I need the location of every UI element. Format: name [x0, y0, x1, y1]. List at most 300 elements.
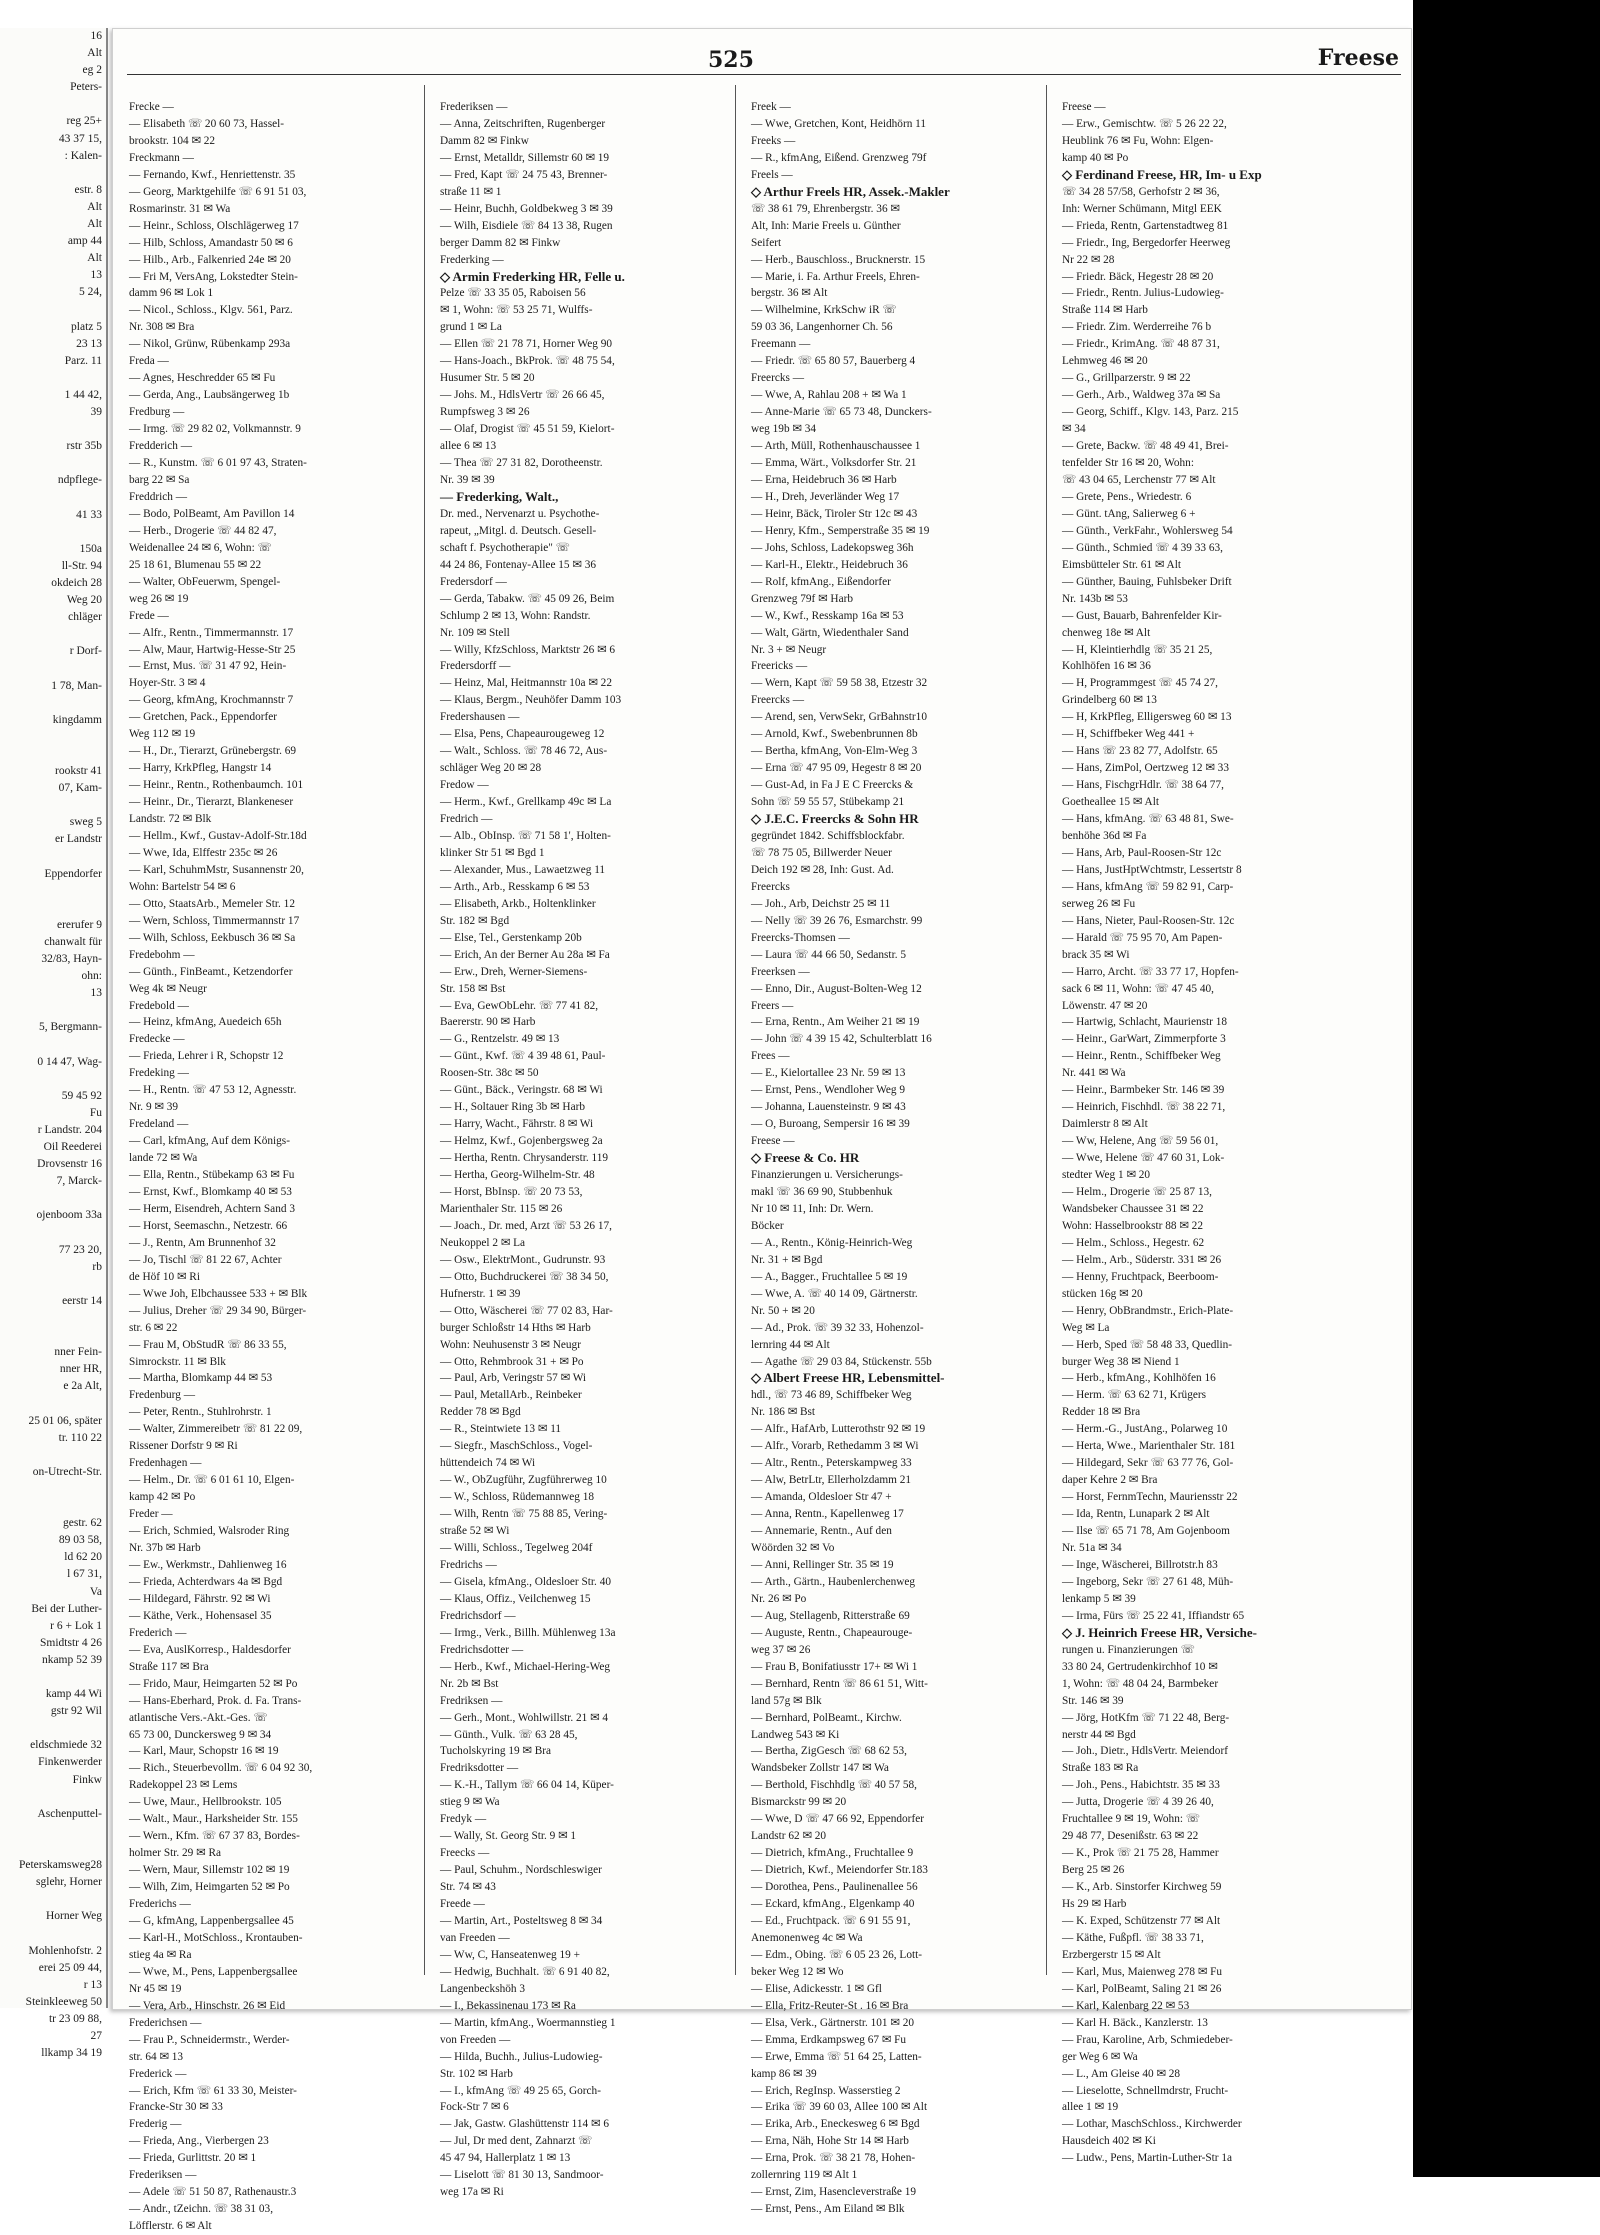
- directory-entry-line: Frede —: [129, 609, 169, 622]
- directory-entry-line: daper Kehre 2 ✉ Bra: [1062, 1474, 1158, 1487]
- directory-entry-line: — Ernst, Pens., Wendloher Weg 9: [751, 1084, 906, 1097]
- directory-entry-line: Nr. 9 ✉ 39: [129, 1101, 179, 1114]
- previous-page-line: rstr 35b: [66, 440, 102, 453]
- directory-entry-line: Erzbergerstr 15 ✉ Alt: [1062, 1948, 1161, 1961]
- directory-entry-line: — Alfr., Rentn., Timmermannstr. 17: [129, 626, 294, 639]
- directory-entry-line: Nr. 441 ✉ Wa: [1062, 1067, 1126, 1080]
- directory-entry-line: ◇ J.E.C. Freercks & Sohn HR: [751, 811, 919, 827]
- directory-entry-line: Freemann —: [751, 338, 811, 351]
- directory-entry-line: Nr 45 ✉ 19: [129, 1982, 182, 1995]
- directory-entry-line: — Walt, Gärtn, Wiedenthaler Sand: [751, 626, 909, 639]
- previous-page-line: sweg 5: [69, 816, 102, 829]
- directory-entry-line: Husumer Str. 5 ✉ 20: [440, 372, 535, 385]
- directory-entry-line: — G, kfmAng, Lappenbergsallee 45: [129, 1914, 294, 1927]
- directory-entry-line: atlantische Vers.-Akt.-Ges. ☏: [129, 1711, 268, 1724]
- previous-page-line: Alt: [87, 200, 102, 213]
- directory-entry-line: von Freeden —: [440, 2033, 511, 2046]
- directory-entry-line: — Altr., Rentn., Peterskampweg 33: [751, 1457, 912, 1470]
- directory-entry-line: — K.-H., Tallym ☏ 66 04 14, Küper-: [440, 1779, 614, 1792]
- directory-entry-line: — G., Grillparzerstr. 9 ✉ 22: [1062, 372, 1191, 385]
- directory-entry-line: Frederiksen —: [440, 101, 508, 113]
- directory-entry-line: Freeks —: [751, 134, 796, 147]
- directory-entry-line: burger Weg 38 ✉ Niend 1: [1062, 1355, 1180, 1368]
- directory-entry-line: — Siegfr., MaschSchloss., Vogel-: [440, 1440, 593, 1453]
- previous-page-line: chanwalt für: [44, 935, 102, 948]
- previous-page-line: Alt: [87, 218, 102, 231]
- previous-page-line: [0, 883, 106, 900]
- previous-page-line: Peterskamsweg28: [18, 1859, 102, 1872]
- directory-entry-line: — Herb., Drogerie ☏ 44 82 47,: [129, 524, 277, 537]
- directory-entry-line: — Ernst, Kwf., Blomkamp 40 ✉ 53: [129, 1186, 292, 1198]
- directory-entry-line: — Gust-Ad, in Fa J E C Freercks &: [751, 779, 914, 792]
- directory-entry-line: Freda —: [129, 355, 169, 368]
- directory-entry-line: Nr. 186 ✉ Bst: [751, 1406, 816, 1419]
- directory-entry-line: Nr. 31 + ✉ Bgd: [751, 1253, 823, 1266]
- directory-entry-line: ger Weg 6 ✉ Wa: [1062, 2050, 1138, 2063]
- directory-entry-line: lenkamp 5 ✉ 39: [1062, 1592, 1136, 1605]
- directory-entry-line: — Laura ☏ 44 66 50, Sedanstr. 5: [751, 948, 907, 961]
- previous-page-line: kamp 44 Wi: [45, 1688, 102, 1701]
- previous-page-line: Smidtstr 4 26: [40, 1636, 102, 1649]
- directory-entry-line: — Hilda, Buchh., Julius-Ludowieg-: [440, 2050, 603, 2063]
- previous-page-line: 1 44 42,: [64, 388, 102, 401]
- directory-entry-line: Freese —: [1062, 101, 1106, 113]
- directory-entry-line: — Frau B, Bonifatiusstr 17+ ✉ Wi 1: [751, 1660, 918, 1673]
- directory-entry-line: berger Damm 82 ✉ Finkw: [440, 236, 561, 249]
- directory-entry-line: lernring 44 ✉ Alt: [751, 1338, 830, 1351]
- directory-entry-line: — Hedwig, Buchhalt. ☏ 6 91 40 82,: [440, 1965, 610, 1978]
- previous-page-line: tr. 110 22: [58, 1431, 102, 1444]
- directory-entry-line: — Elsa, Verk., Gärtnerstr. 101 ✉ 20: [751, 2016, 914, 2029]
- directory-entry-line: — Wilh, Eisdiele ☏ 84 13 38, Rugen: [440, 219, 613, 232]
- directory-entry-line: 45 47 94, Hallerplatz 1 ✉ 13: [440, 2152, 571, 2165]
- directory-entry-line: — Heinr., Barmbeker Str. 146 ✉ 39: [1062, 1084, 1225, 1097]
- directory-entry-line: Nr. 3 + ✉ Neugr: [751, 643, 827, 656]
- previous-page-line: 89 03 58,: [58, 1534, 102, 1547]
- directory-entry-line: — Hellm., Kwf., Gustav-Adolf-Str.18d: [129, 829, 307, 842]
- previous-page-line: Oil Reederei: [43, 1141, 102, 1154]
- previous-page-line: Finkw: [72, 1773, 102, 1786]
- previous-page-line: [0, 1840, 106, 1857]
- directory-entry-line: — G., Rentzelstr. 49 ✉ 13: [440, 1033, 560, 1046]
- directory-entry-line: — A., Bagger., Fruchtallee 5 ✉ 19: [751, 1270, 908, 1283]
- directory-entry-line: Frederiksen —: [129, 2169, 197, 2182]
- previous-page-strip: [0, 28, 108, 2060]
- directory-entry-line: Grenzweg 79f ✉ Harb: [751, 592, 853, 605]
- directory-entry-line: — Annemarie, Rentn., Auf den: [751, 1525, 892, 1538]
- previous-page-line: [0, 1327, 106, 1344]
- previous-page-line: Alt: [87, 47, 102, 60]
- directory-entry-line: — Hans ☏ 23 82 77, Adolfstr. 65: [1062, 745, 1218, 758]
- previous-page-line: rookstr 41: [55, 765, 102, 778]
- previous-page-line: Aschenputtel-: [37, 1807, 102, 1820]
- directory-entry-line: 1, Wohn: ☏ 48 04 24, Barmbeker: [1062, 1677, 1219, 1690]
- directory-entry-line: Fredriksdotter —: [440, 1762, 519, 1775]
- directory-entry-line: — Julius, Dreher ☏ 29 34 90, Bürger-: [129, 1304, 307, 1317]
- directory-entry-line: land 57g ✉ Blk: [751, 1694, 822, 1707]
- previous-page-line: amp 44: [67, 235, 102, 248]
- previous-page-line: r Dorf-: [69, 645, 102, 658]
- directory-entry-line: — Horst, Seemaschn., Netzestr. 66: [129, 1219, 288, 1232]
- directory-entry-line: — Alw, BetrLtr, Ellerholzdamm 21: [751, 1474, 912, 1487]
- directory-entry-line: — W., Schloss, Rüdemannweg 18: [440, 1491, 595, 1504]
- directory-entry-line: lande 72 ✉ Wa: [129, 1152, 198, 1165]
- directory-entry-line: — O, Buroang, Sempersir 16 ✉ 39: [751, 1118, 910, 1131]
- directory-entry-line: — Hans, Nieter, Paul-Roosen-Str. 12c: [1062, 914, 1235, 927]
- previous-page-line: 1 78, Man-: [51, 679, 102, 692]
- previous-page-line: [0, 96, 106, 113]
- directory-entry-line: — K., Prok ☏ 21 75 28, Hammer: [1062, 1847, 1219, 1860]
- directory-entry-line: ◇ Albert Freese HR, Lebensmittel-: [751, 1370, 945, 1386]
- previous-page-line: 77 23 20,: [58, 1243, 102, 1256]
- directory-entry-line: ☏ 78 75 05, Billwerder Neuer: [751, 846, 892, 859]
- directory-entry-line: stedter Weg 1 ✉ 20: [1062, 1169, 1151, 1182]
- previous-page-line: [0, 1720, 106, 1737]
- directory-entry-line: Schlump 2 ✉ 13, Wohn: Randstr.: [440, 609, 591, 622]
- directory-entry-line: Straße 183 ✉ Ra: [1062, 1762, 1139, 1775]
- directory-entry-line: — Adele ☏ 51 50 87, Rathenaustr.3: [129, 2186, 297, 2199]
- directory-entry-line: — H, Schiffbeker Weg 441 +: [1062, 728, 1195, 741]
- directory-entry-line: — Karl, SchuhmMstr, Susannenstr 20,: [129, 863, 304, 876]
- directory-entry-line: — Karl, PolBeamt, Saling 21 ✉ 26: [1062, 1982, 1222, 1995]
- directory-entry-line: — Eckard, kfmAng., Elgenkamp 40: [751, 1898, 915, 1911]
- previous-page-line: [0, 1669, 106, 1686]
- page-number: 525: [708, 47, 754, 73]
- directory-entry-line: — Jo, Tischl ☏ 81 22 67, Achter: [129, 1253, 282, 1266]
- directory-entry-line: tenfelder Str 16 ✉ 20, Wohn:: [1062, 457, 1194, 470]
- directory-entry-line: damm 96 ✉ Lok 1: [129, 287, 214, 300]
- directory-entry-line: — H., Dr., Tierarzt, Grünebergstr. 69: [129, 745, 297, 758]
- directory-entry-line: — Hans, FischgrHdlr. ☏ 38 64 77,: [1062, 779, 1224, 792]
- directory-entry-line: Freels —: [751, 168, 793, 181]
- previous-page-line: [0, 1891, 106, 1908]
- directory-entry-line: — Hans, Arb, Paul-Roosen-Str 12c: [1062, 846, 1222, 859]
- directory-entry-line: — Wilh, Schloss, Eekbusch 36 ✉ Sa: [129, 931, 296, 944]
- directory-entry-line: — Alw, Maur, Hartwig-Hesse-Str 25: [129, 643, 296, 656]
- directory-entry-line: — Rolf, kfmAng., Eißendorfer: [751, 575, 891, 588]
- directory-entry-line: — Käthe, Verk., Hohensasel 35: [129, 1609, 272, 1622]
- directory-entry-line: — Ww, Helene, Ang ☏ 59 56 01,: [1062, 1135, 1219, 1148]
- header-rule: [127, 74, 1401, 75]
- directory-entry-line: — Eva, GewObLehr. ☏ 77 41 82,: [440, 999, 599, 1012]
- directory-entry-line: Fredrichs —: [440, 1558, 497, 1571]
- directory-entry-line: Neukoppel 2 ✉ La: [440, 1236, 526, 1249]
- directory-entry-line: weg 17a ✉ Ri: [440, 2186, 504, 2199]
- directory-entry-line: Nr. 143b ✉ 53: [1062, 592, 1128, 605]
- previous-page-line: Parz. 11: [64, 354, 102, 367]
- directory-entry-line: grund 1 ✉ La: [440, 321, 502, 334]
- directory-entry-line: — Erika ☏ 39 60 03, Allee 100 ✉ Alt: [751, 2101, 928, 2114]
- directory-entry-line: — Otto, Rehmbrook 31 + ✉ Po: [440, 1355, 584, 1368]
- previous-page-line: [0, 1447, 106, 1464]
- previous-page-line: [0, 1396, 106, 1413]
- previous-page-line: eldschmiede 32: [30, 1739, 102, 1752]
- directory-entry-line: Freers —: [751, 999, 794, 1012]
- directory-entry-line: — Heinz, kfmAng, Auedeich 65h: [129, 1016, 282, 1029]
- directory-entry-line: ✉ 1, Wohn: ☏ 53 25 71, Wulffs-: [440, 304, 593, 317]
- directory-entry-line: Fruchtallee 9 ✉ 19, Wohn: ☏: [1062, 1813, 1200, 1826]
- previous-page-line: [0, 1037, 106, 1054]
- previous-page-line: [0, 1225, 106, 1242]
- directory-entry-line: — H., Soltauer Ring 3b ✉ Harb: [440, 1101, 586, 1114]
- directory-entry-line: — Wilhelmine, KrkSchw iR ☏: [751, 304, 897, 317]
- directory-entry-line: — Else, Tel., Gerstenkamp 20b: [440, 931, 582, 944]
- directory-entry-line: Nr. 37b ✉ Harb: [129, 1542, 201, 1555]
- directory-entry-line: — Walt., Schloss. ☏ 78 46 72, Aus-: [440, 745, 608, 758]
- directory-entry-line: weg 37 ✉ 26: [751, 1643, 811, 1656]
- directory-entry-line: Rosmarinstr. 31 ✉ Wa: [129, 202, 231, 215]
- previous-page-line: [0, 421, 106, 438]
- directory-entry-line: holmer Str. 29 ✉ Ra: [129, 1847, 221, 1860]
- directory-entry-line: — Ella, Fritz-Reuter-St . 16 ✉ Bra: [751, 1999, 909, 2012]
- directory-entry-line: Wöörden 32 ✉ Vo: [751, 1542, 835, 1555]
- directory-entry-line: Roosen-Str. 38c ✉ 50: [440, 1067, 539, 1080]
- directory-entry-line: stieg 4a ✉ Ra: [129, 1948, 192, 1961]
- directory-entry-line: — Hartwig, Schlacht, Maurienstr 18: [1062, 1016, 1228, 1029]
- directory-entry-line: rungen u. Finanzierungen ☏: [1062, 1643, 1195, 1656]
- directory-entry-line: Nr. 39 ✉ 39: [440, 473, 495, 486]
- directory-entry-line: — Georg, Schiff., Klgv. 143, Parz. 215: [1062, 406, 1239, 419]
- directory-entry-line: — Fred, Kapt ☏ 24 75 43, Brenner-: [440, 168, 608, 181]
- directory-entry-line: makl ☏ 36 69 90, Stubbenhuk: [751, 1186, 893, 1198]
- directory-entry-line: — Henry, Kfm., Semperstraße 35 ✉ 19: [751, 524, 930, 537]
- directory-entry-line: straße 11 ✉ 1: [440, 185, 502, 198]
- directory-entry-line: — Günth., Vulk. ☏ 63 28 45,: [440, 1728, 578, 1741]
- directory-entry-line: — I., kfmAng ☏ 49 25 65, Gorch-: [440, 2084, 601, 2097]
- directory-entry-line: — Frieda, Gurlittstr. 20 ✉ 1: [129, 2152, 257, 2165]
- directory-entry-line: — I., Bekassinenau 173 ✉ Ra: [440, 1999, 576, 2012]
- previous-page-line: [0, 1310, 106, 1327]
- directory-entry-line: — Aug, Stellagenb, Ritterstraße 69: [751, 1609, 910, 1622]
- directory-entry-line: — Herm.-G., JustAng., Polarweg 10: [1062, 1423, 1228, 1436]
- directory-entry-line: Freercks —: [751, 372, 805, 385]
- directory-entry-line: — Ida, Rentn, Lunapark 2 ✉ Alt: [1062, 1508, 1210, 1521]
- directory-entry-line: — Liselott ☏ 81 30 13, Sandmoor-: [440, 2169, 604, 2182]
- previous-page-line: platz 5: [71, 320, 102, 333]
- directory-entry-line: zollernring 119 ✉ Alt 1: [751, 2169, 858, 2182]
- directory-entry-line: — Erwe, Emma ☏ 51 64 25, Latten-: [751, 2050, 922, 2063]
- directory-entry-line: Freese —: [751, 1135, 795, 1148]
- directory-entry-line: Str. 146 ✉ 39: [1062, 1694, 1124, 1707]
- directory-entry-line: schaft f. Psychotherapie" ☏: [440, 541, 570, 554]
- directory-entry-line: — Johs. M., HdlsVertr ☏ 26 66 45,: [440, 389, 605, 402]
- directory-entry-line: — Erw., Dreh, Werner-Siemens-: [440, 965, 588, 978]
- directory-entry-line: — K. Exped, Schützenstr 77 ✉ Alt: [1062, 1914, 1221, 1927]
- directory-entry-line: — Helmz, Kwf., Gojenbergsweg 2a: [440, 1135, 603, 1148]
- previous-page-line: 13: [90, 987, 102, 1000]
- directory-entry-line: — Elisabeth ☏ 20 60 73, Hassel-: [129, 117, 285, 130]
- directory-entry-line: — Frau M, ObStudR ☏ 86 33 55,: [129, 1338, 287, 1351]
- directory-entry-line: — Otto, Wäscherei ☏ 77 02 83, Har-: [440, 1304, 613, 1317]
- directory-entry-line: — Gust, Bauarb, Bahrenfelder Kir-: [1062, 609, 1222, 622]
- directory-entry-line: Fredecke —: [129, 1033, 185, 1046]
- directory-entry-line: — K., Arb. Sinstorfer Kirchweg 59: [1062, 1881, 1222, 1894]
- directory-entry-line: — Nelly ☏ 39 26 76, Esmarchstr. 99: [751, 914, 923, 927]
- directory-entry-line: Hoyer-Str. 3 ✉ 4: [129, 677, 206, 690]
- directory-entry-line: — Hans, kfmAng. ☏ 63 48 81, Swe-: [1062, 813, 1234, 826]
- directory-entry-line: — Willi, Schloss., Tegelweg 204f: [440, 1542, 593, 1555]
- previous-page-line: tr 23 09 88,: [48, 2012, 102, 2025]
- directory-entry-line: Rissener Dorfstr 9 ✉ Ri: [129, 1440, 238, 1453]
- directory-entry-line: — Friedr. Bäck, Hegestr 28 ✉ 20: [1062, 270, 1214, 283]
- directory-entry-line: — Grete, Pens., Wriedestr. 6: [1062, 490, 1192, 503]
- previous-page-line: [0, 1925, 106, 1942]
- previous-page-line: ererufer 9: [56, 918, 102, 931]
- previous-page-line: Steinkleeweg 50: [25, 1995, 102, 2008]
- directory-entry-line: — Joh., Pens., Habichtstr. 35 ✉ 33: [1062, 1779, 1220, 1792]
- directory-entry-line: — W., ObZugführ, Zugführerweg 10: [440, 1474, 607, 1487]
- directory-entry-line: — Berthold, Fischhdlg ☏ 40 57 58,: [751, 1779, 918, 1792]
- directory-entry-line: — Walter, Zimmereibetr ☏ 81 22 09,: [129, 1423, 303, 1436]
- previous-page-line: 07, Kam-: [58, 782, 102, 795]
- previous-page-line: Drovsenstr 16: [37, 1158, 102, 1171]
- directory-page: [112, 28, 1412, 2233]
- previous-page-line: chläger: [68, 611, 102, 624]
- directory-entry-line: Freercks: [751, 880, 790, 893]
- directory-entry-line: Nr. 26 ✉ Po: [751, 1592, 807, 1605]
- previous-page-line: : Kalen-: [64, 149, 102, 162]
- directory-entry-line: — Johanna, Lauensteinstr. 9 ✉ 43: [751, 1101, 906, 1114]
- directory-entry-line: Wandsbeker Zollstr 147 ✉ Wa: [751, 1762, 889, 1775]
- directory-entry-line: — Harry, Wacht., Fährstr. 8 ✉ Wi: [440, 1118, 594, 1131]
- directory-entry-line: — Günth., Schmied ☏ 4 39 33 63,: [1062, 541, 1223, 554]
- directory-entry-line: — Nikol, Grünw, Rübenkamp 293a: [129, 338, 291, 351]
- directory-entry-line: — Lieselotte, Schnellmdrstr, Frucht-: [1062, 2084, 1229, 2097]
- directory-entry-line: — Erika, Arb., Eneckesweg 6 ✉ Bgd: [751, 2118, 920, 2131]
- directory-entry-line: — Andr., tZeichn. ☏ 38 31 03,: [129, 2203, 274, 2216]
- directory-entry-line: Fredebohm —: [129, 948, 195, 961]
- directory-entry-line: Fredersdorff —: [440, 660, 511, 673]
- directory-entry-line: — Bernhard, PolBeamt., Kirchw.: [751, 1711, 902, 1724]
- previous-page-line: [0, 660, 106, 677]
- previous-page-line: Alt: [87, 252, 102, 265]
- directory-entry-line: Straße 114 ✉ Harb: [1062, 304, 1148, 317]
- directory-entry-line: — Klaus, Bergm., Neuhöfer Damm 103: [440, 694, 622, 707]
- directory-entry-line: hüttendeich 74 ✉ Wi: [440, 1457, 536, 1470]
- directory-entry-line: Freder —: [129, 1508, 173, 1521]
- directory-entry-line: — Helm., Schloss., Hegestr. 62: [1062, 1236, 1205, 1249]
- directory-entry-line: — Herm., Kwf., Grellkamp 49c ✉ La: [440, 796, 612, 809]
- directory-entry-line: ☏ 38 61 79, Ehrenbergstr. 36 ✉: [751, 202, 900, 215]
- directory-entry-line: — Heinr., Rentn., Schiffbeker Weg: [1062, 1050, 1221, 1063]
- directory-entry-line: Frederking —: [440, 253, 504, 266]
- directory-entry-line: — Herm. ☏ 63 62 71, Krügers: [1062, 1389, 1207, 1402]
- directory-entry-line: — Arend, sen, VerwSekr, GrBahnstr10: [751, 711, 927, 724]
- directory-entry-line: — Martha, Blomkamp 44 ✉ 53: [129, 1372, 273, 1385]
- directory-entry-line: Simrockstr. 11 ✉ Blk: [129, 1355, 226, 1368]
- directory-entry-line: — Ingeborg, Sekr ☏ 27 61 48, Müh-: [1062, 1575, 1234, 1588]
- directory-entry-line: — Gerda, Tabakw. ☏ 45 09 26, Beim: [440, 592, 615, 605]
- previous-page-line: nner Fein-: [54, 1346, 102, 1359]
- directory-entry-line: Hufnerstr. 1 ✉ 39: [440, 1287, 521, 1300]
- directory-entry-line: Freek —: [751, 101, 791, 113]
- directory-entry-line: — Gerh., Mont., Wohlwillstr. 21 ✉ 4: [440, 1711, 609, 1724]
- directory-entry-line: — Auguste, Rentn., Chapeaurouge-: [751, 1626, 913, 1639]
- directory-entry-line: Nr. 109 ✉ Stell: [440, 626, 510, 639]
- directory-entry-line: — Erna ☏ 47 95 09, Hegestr 8 ✉ 20: [751, 762, 922, 775]
- directory-entry-line: — Rich., Steuerbevollm. ☏ 6 04 92 30,: [129, 1762, 313, 1775]
- directory-entry-line: — Joh., Dietr., HdlsVertr. Meiendorf: [1062, 1745, 1228, 1758]
- directory-entry-line: — Thea ☏ 27 31 82, Dorotheenstr.: [440, 457, 603, 470]
- directory-entry-line: Str. 102 ✉ Harb: [440, 2067, 513, 2080]
- directory-entry-line: — Jörg, HotKfm ☏ 71 22 48, Berg-: [1062, 1711, 1230, 1724]
- previous-page-line: Bei der Luther-: [31, 1602, 102, 1615]
- directory-entry-line: — Wern, Kapt ☏ 59 58 38, Etzestr 32: [751, 677, 928, 690]
- directory-entry-line: klinker Str 51 ✉ Bgd 1: [440, 846, 545, 859]
- directory-entry-line: — Bertha, kfmAng, Von-Elm-Weg 3: [751, 745, 918, 758]
- directory-entry-line: brookstr. 104 ✉ 22: [129, 134, 216, 147]
- directory-entry-line: — Hildegard, Fährstr. 92 ✉ Wi: [129, 1592, 271, 1605]
- directory-entry-line: — Eva, AuslKorresp., Haldesdorfer: [129, 1643, 291, 1656]
- directory-entry-line: — Irmg., Verk., Billh. Mühlenweg 13a: [440, 1626, 616, 1639]
- directory-entry-line: — E., Kielortallee 23 Nr. 59 ✉ 13: [751, 1067, 906, 1080]
- previous-page-line: [0, 729, 106, 746]
- previous-page-line: ojenboom 33a: [36, 1209, 102, 1222]
- directory-entry-line: — Erich, An der Berner Au 28a ✉ Fa: [440, 948, 610, 961]
- directory-entry-line: — Wwe, Gretchen, Kont, Heidhörn 11: [751, 117, 927, 130]
- directory-entry-line: — Martin, Art., Posteltsweg 8 ✉ 34: [440, 1914, 603, 1927]
- directory-entry-line: — Wwe, A, Rahlau 208 + ✉ Wa 1: [751, 389, 907, 402]
- column-rule: [424, 85, 425, 1975]
- directory-entry-line: Freerksen —: [751, 965, 810, 978]
- directory-entry-line: Freddrich —: [129, 490, 188, 503]
- previous-page-line: 39: [90, 406, 102, 419]
- directory-entry-line: — Herta, Wwe., Marienthaler Str. 181: [1062, 1440, 1236, 1453]
- directory-entry-line: Damm 82 ✉ Finkw: [440, 134, 529, 147]
- directory-entry-line: — Arth., Arb., Resskamp 6 ✉ 53: [440, 880, 590, 893]
- directory-entry-line: — Jak, Gastw. Glashüttenstr 114 ✉ 6: [440, 2118, 609, 2131]
- directory-entry-line: — Herb., kfmAng., Kohlhöfen 16: [1062, 1372, 1216, 1385]
- previous-page-line: 5, Bergmann-: [38, 1021, 102, 1034]
- directory-entry-line: — Ew., Werkmstr., Dahlienweg 16: [129, 1558, 287, 1571]
- directory-entry-line: Nr. 51a ✉ 34: [1062, 1542, 1122, 1555]
- directory-entry-line: — Günt., Bäck., Veringstr. 68 ✉ Wi: [440, 1084, 603, 1097]
- directory-entry-line: Frederick —: [129, 2067, 187, 2080]
- directory-entry-line: — John ☏ 4 39 15 42, Schulterblatt 16: [751, 1033, 932, 1046]
- directory-entry-line: — Gisela, kfmAng., Oldesloer Str. 40: [440, 1575, 612, 1588]
- directory-entry-line: — Erna, Näh, Hohe Str 14 ✉ Harb: [751, 2135, 909, 2148]
- directory-entry-line: — Harry, KrkPfleg, Hangstr 14: [129, 762, 272, 775]
- directory-entry-line: ◇ J. Heinrich Freese HR, Versiche-: [1062, 1624, 1257, 1640]
- directory-entry-line: — Osw., ElektrMont., Gudrunstr. 93: [440, 1253, 606, 1266]
- directory-entry-line: Fredriksen —: [440, 1694, 503, 1707]
- directory-entry-line: — Herb., Bauschloss., Brucknerstr. 15: [751, 253, 926, 266]
- directory-entry-line: — Dietrich, Kwf., Meiendorfer Str.183: [751, 1864, 928, 1877]
- directory-entry-line: — Hilb., Arb., Falkenried 24e ✉ 20: [129, 253, 291, 266]
- directory-entry-line: — Johs, Schloss, Ladekopsweg 36h: [751, 541, 914, 554]
- directory-entry-line: — Alfr., Vorarb, Rethedamm 3 ✉ Wi: [751, 1440, 919, 1453]
- directory-entry-line: Str. 182 ✉ Bgd: [440, 914, 510, 927]
- directory-column-1: [129, 99, 413, 2235]
- previous-page-line: 41 33: [76, 508, 102, 521]
- directory-entry-line: — Wwe, Helene ☏ 47 60 31, Lok-: [1062, 1152, 1225, 1165]
- directory-entry-line: — Herb, Sped ☏ 58 48 33, Quedlin-: [1062, 1338, 1233, 1351]
- directory-entry-line: — H, KrkPfleg, Elligersweg 60 ✉ 13: [1062, 711, 1232, 724]
- directory-entry-line: — Heinr, Bäck, Tiroler Str 12c ✉ 43: [751, 507, 918, 520]
- previous-page-line: Eppendorfer: [44, 867, 102, 880]
- directory-entry-line: Frees —: [751, 1050, 790, 1063]
- directory-entry-line: Nr. 50 + ✉ 20: [751, 1304, 815, 1317]
- directory-entry-line: — Inge, Wäscherei, Billrotstr.h 83: [1062, 1558, 1218, 1571]
- directory-entry-line: — Carl, kfmAng, Auf dem Königs-: [129, 1135, 290, 1148]
- directory-entry-line: — Emma, Wärt., Volksdorfer Str. 21: [751, 457, 917, 470]
- directory-entry-line: — Arth, Müll, Rothenhauschaussee 1: [751, 440, 921, 453]
- directory-entry-line: Frederichs —: [129, 1898, 191, 1911]
- directory-entry-line: Fredburg —: [129, 406, 185, 419]
- directory-entry-line: — Herm, Eisendreh, Achtern Sand 3: [129, 1202, 295, 1215]
- directory-entry-line: — Friedr., Ing, Bergedorfer Heerweg: [1062, 236, 1231, 249]
- directory-entry-line: — Georg, Marktgehilfe ☏ 6 91 51 03,: [129, 185, 307, 198]
